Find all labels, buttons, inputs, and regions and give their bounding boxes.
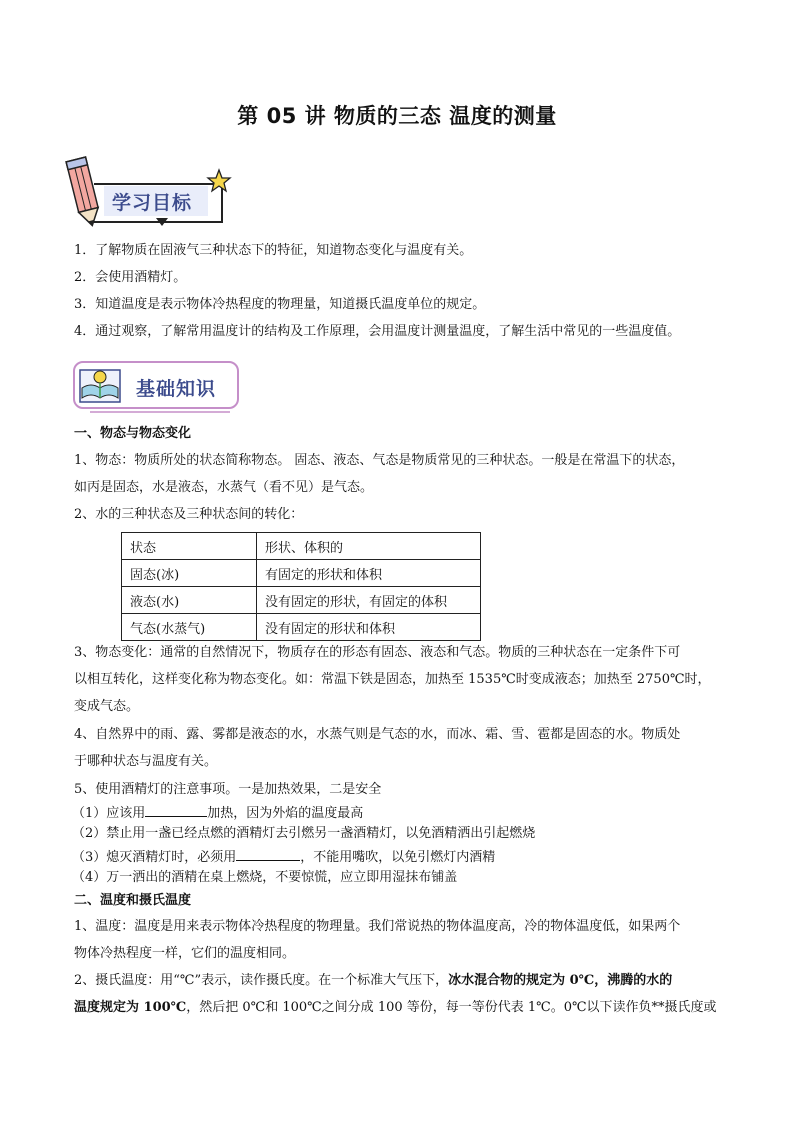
para-5-item-3: [72, 848, 722, 866]
water-states-table: [121, 532, 481, 641]
table-cell: 没有固定的形状和体积: [257, 614, 481, 641]
table-cell: 有固定的形状和体积: [257, 560, 481, 587]
temp-para-1-line-2: 物体冷热程度一样，它们的温度相同。: [74, 946, 296, 961]
para-1-line-1: 1、物态：物质所处的状态简称物态。 固态、液态、气态是物质常见的三种状态。一般是在常温下的状态，: [74, 453, 685, 468]
item-1-suffix: 加热，因为外焰的温度最高: [207, 806, 364, 821]
table-row: [122, 587, 481, 614]
temp-para-1-line-1: 1、温度：温度是用来表示物体冷热程度的物理量。我们常说热的物体温度高，冷的物体温度低，如果两个: [74, 919, 681, 934]
table-header-cell: 状态: [122, 533, 257, 560]
celsius-division: ，然后把 0℃和 100℃之间分成 100 等份，每一等份代表 1℃。0℃以下读作负**摄氏度或: [186, 1000, 717, 1015]
heading-states: 一、物态与物态变化: [74, 426, 192, 441]
para-3-line-1: 3、物态变化：通常的自然情况下，物质存在的形态有固态、液态和气态。物质的三种状态在一定条件下可: [74, 645, 681, 660]
para-3-line-2: 以相互转化，这样变化称为物态变化。如：常温下铁是固态，加热至 1535℃时变成液态；加热至 2750℃时，: [74, 672, 711, 687]
table-cell: 气态(水蒸气): [122, 614, 257, 641]
table-cell: 没有固定的形状，有固定的体积: [257, 587, 481, 614]
item-3-prefix: （3）熄灭酒精灯时，必须用: [72, 850, 237, 865]
goal-item-2: 2．会使用酒精灯。: [74, 270, 187, 285]
celsius-boiling-bold: 温度规定为 100℃: [74, 1000, 187, 1015]
para-5: 5、使用酒精灯的注意事项。一是加热效果，二是安全: [74, 782, 382, 797]
table-row: [122, 614, 481, 641]
table-header-cell: 形状、体积的: [257, 533, 481, 560]
table-cell: 液态(水): [122, 587, 257, 614]
para-5-item-4: （4）万一洒出的酒精在桌上燃烧，不要惊慌，应立即用湿抹布铺盖: [72, 870, 458, 885]
table-row: [122, 533, 481, 560]
table-cell: 固态(冰): [122, 560, 257, 587]
celsius-intro: 2、摄氏温度：用“℃”表示，读作摄氏度。在一个标准大气压下，: [74, 973, 449, 988]
para-4-line-1: 4、自然界中的雨、露、雾都是液态的水，水蒸气则是气态的水，而冰、霜、雪、雹都是固态的水。物质处: [74, 727, 681, 742]
table-row: [122, 560, 481, 587]
celsius-rule-bold: 冰水混合物的规定为 0℃，沸腾的水的: [448, 973, 673, 988]
para-2: 2、水的三种状态及三种状态间的转化：: [74, 507, 304, 522]
blank-field[interactable]: [145, 804, 207, 817]
heading-temperature: 二、温度和摄氏温度: [74, 893, 192, 908]
learning-goals-title: 学习目标: [112, 192, 193, 214]
learning-goals-badge: [64, 152, 234, 232]
goal-item-1: 1．了解物质在固液气三种状态下的特征，知道物态变化与温度有关。: [74, 243, 473, 258]
temp-para-2-line-1: [74, 973, 724, 989]
item-3-suffix: ，不能用嘴吹，以免引燃灯内酒精: [300, 850, 496, 865]
page-title: 第 05 讲 物质的三态 温度的测量: [237, 104, 557, 128]
basic-knowledge-title: 基础知识: [136, 378, 217, 400]
para-5-item-1: [72, 804, 722, 822]
temp-para-2-line-2: [74, 1000, 724, 1016]
basic-knowledge-badge: [70, 358, 242, 416]
para-1-line-2: 如丙是固态，水是液态，水蒸气（看不见）是气态。: [74, 480, 374, 495]
goal-item-3: 3．知道温度是表示物体冷热程度的物理量，知道摄氏温度单位的规定。: [74, 297, 486, 312]
goal-item-4: 4．通过观察，了解常用温度计的结构及工作原理，会用温度计测量温度，了解生活中常见的一些温度值。: [74, 324, 681, 339]
para-3-line-3: 变成气态。: [74, 699, 140, 714]
para-4-line-2: 于哪种状态与温度有关。: [74, 754, 218, 769]
blank-field[interactable]: [236, 848, 300, 861]
para-5-item-2: （2）禁止用一盏已经点燃的酒精灯去引燃另一盏酒精灯，以免酒精洒出引起燃烧: [72, 826, 536, 841]
item-1-prefix: （1）应该用: [72, 806, 146, 821]
